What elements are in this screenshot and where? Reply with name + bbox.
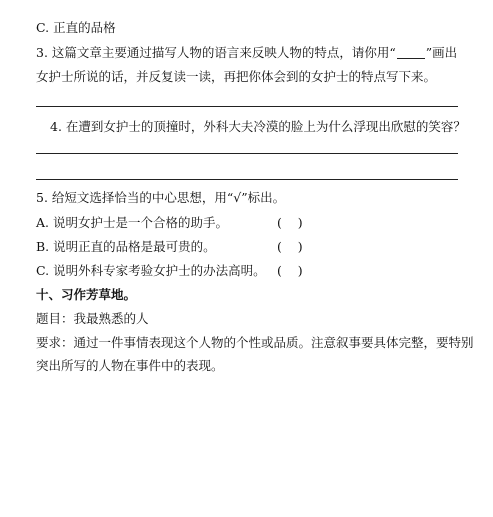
q3-text-after-blank: ”画出 bbox=[425, 45, 458, 60]
q2-option-c: C. 正直的品格 bbox=[36, 20, 116, 35]
q3-text-line1 bbox=[36, 45, 457, 61]
q3-answer-line[interactable] bbox=[36, 106, 458, 107]
section-10-requirement-line1: 要求：通过一件事情表现这个人物的个性或品质。注意叙事要具体完整，要特别 bbox=[36, 335, 474, 350]
section-10-requirement-line2: 突出所写的人物在事件中的表现。 bbox=[36, 358, 224, 373]
q5-option-a: A. 说明女护士是一个合格的助手。 bbox=[36, 215, 228, 230]
q5-option-b: B. 说明正直的品格是最可贵的。 bbox=[36, 239, 216, 254]
q3-text-line2: 女护士所说的话，并反复读一读，再把你体会到的女护士的特点写下来。 bbox=[36, 69, 437, 84]
q5-option-c-answer-box[interactable]: ( ) bbox=[277, 263, 303, 278]
q4-answer-line-2[interactable] bbox=[36, 179, 458, 180]
q5-option-c: C. 说明外科专家考验女护士的办法高明。 bbox=[36, 263, 266, 278]
q4-answer-line-1[interactable] bbox=[36, 153, 458, 154]
q5-option-b-answer-box[interactable]: ( ) bbox=[277, 239, 303, 254]
q4-question: 4. 在遭到女护士的顶撞时，外科大夫冷漠的脸上为什么浮现出欣慰的笑容？ bbox=[50, 119, 466, 134]
section-10-heading: 十、习作芳草地。 bbox=[36, 287, 137, 302]
section-10-topic: 题目：我最熟悉的人 bbox=[36, 311, 149, 326]
q5-option-a-answer-box[interactable]: ( ) bbox=[277, 215, 303, 230]
q3-underline-sample bbox=[397, 58, 425, 59]
q3-text-before-blank: 3. 这篇文章主要通过描写人物的语言来反映人物的特点，请你用“ bbox=[36, 45, 396, 60]
q5-prompt: 5. 给短文选择恰当的中心思想，用“√”标出。 bbox=[36, 190, 286, 205]
